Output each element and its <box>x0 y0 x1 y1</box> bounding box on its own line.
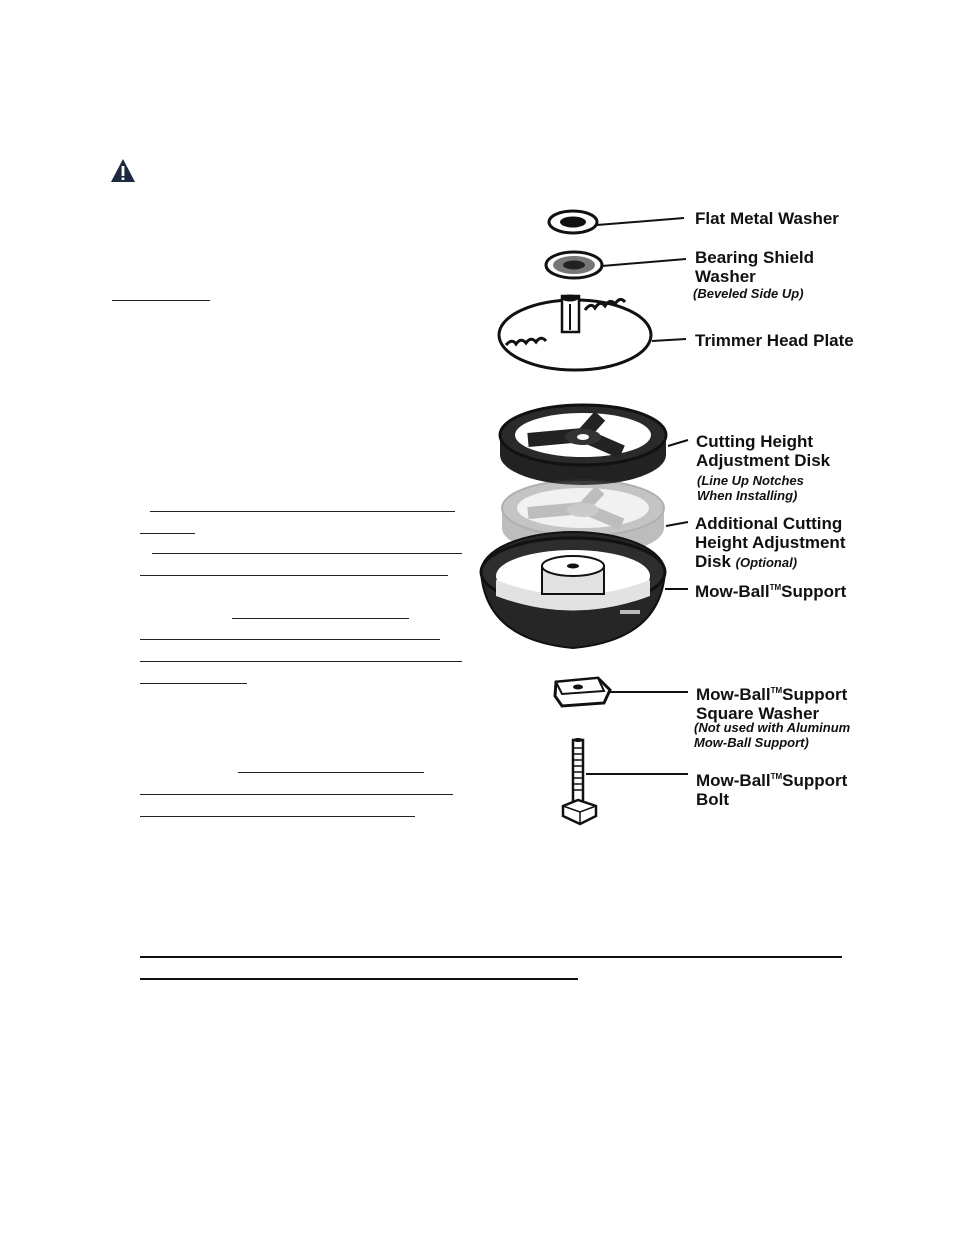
flat-metal-washer-drawing <box>549 211 597 233</box>
label-square-washer: Mow-Ball™Support Square Washer <box>696 685 848 723</box>
cutting-height-disk-drawing <box>500 405 666 485</box>
support-bolt-drawing <box>563 738 596 824</box>
note-additional-disk: (Optional) <box>735 555 798 570</box>
label-mow-ball-support: Mow-Ball™Support <box>695 582 847 601</box>
bearing-shield-washer-drawing <box>546 252 602 278</box>
label-cutting-height-disk: Cutting Height Adjustment Disk <box>696 432 831 470</box>
mow-ball-support-drawing <box>481 532 665 648</box>
label-bearing-shield-washer: Bearing Shield Washer <box>695 248 815 286</box>
label-flat-metal-washer: Flat Metal Washer <box>695 209 839 228</box>
note-bearing-shield-washer: (Beveled Side Up) <box>693 286 804 301</box>
trimmer-head-plate-drawing <box>499 295 651 371</box>
label-additional-disk: Additional Cutting Height Adjustment Disk (Optional) <box>695 514 846 571</box>
note-square-washer: (Not used with Aluminum Mow-Ball Support) <box>694 720 851 750</box>
square-washer-drawing <box>555 678 610 706</box>
label-support-bolt: Mow-Ball™Support Bolt <box>696 771 848 809</box>
note-cutting-height-disk: (Line Up Notches When Installing) <box>697 473 804 503</box>
label-trimmer-head-plate: Trimmer Head Plate <box>695 331 854 350</box>
